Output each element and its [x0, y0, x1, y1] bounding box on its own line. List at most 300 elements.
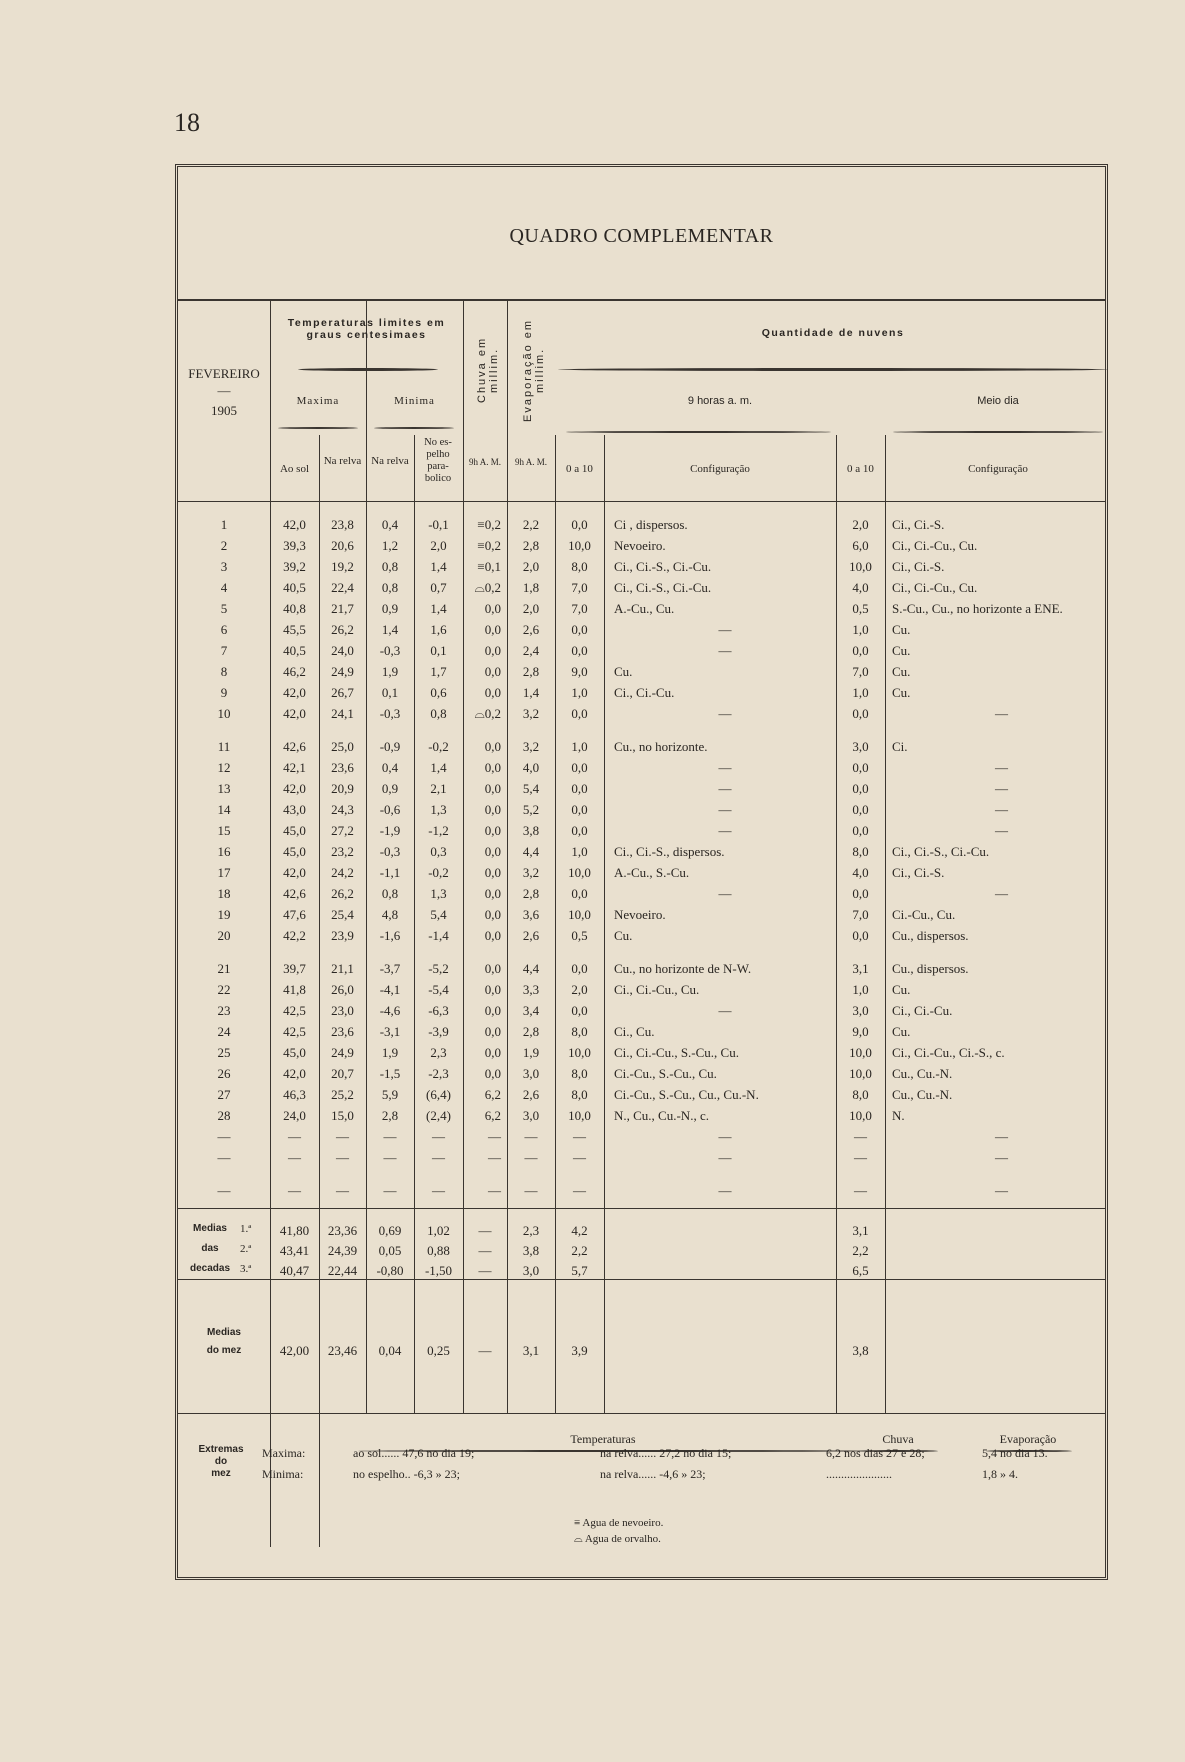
cell-na-relva-min: 0,4 — [381, 517, 399, 532]
medias-decadas-label: decadas — [189, 1263, 231, 1274]
cell-nuvens-9h: 0,0 — [571, 781, 588, 796]
cell-chuva: 0,0 — [484, 601, 501, 616]
cell-na-relva-min: -0,3 — [379, 643, 401, 658]
cell-nuvens-meio-dia: 0,0 — [852, 823, 869, 838]
cell-chuva: 0,0 — [484, 685, 501, 700]
cell-evaporacao: 3,3 — [522, 982, 540, 997]
cell-config-meio-dia: Ci., Ci.-Cu., Ci.-S., c. — [892, 1045, 1005, 1060]
cell-chuva: 0,0 — [484, 823, 501, 838]
cell-espelho: 5,4 — [430, 907, 447, 922]
decada-nuvens-meio-dia: 3,1 — [852, 1223, 869, 1238]
decada-na-relva-max: 22,44 — [327, 1263, 358, 1278]
cell-ao-sol: 42,0 — [283, 685, 306, 700]
cell-na-relva-max: 20,6 — [331, 538, 354, 553]
mez-chuva: — — [478, 1343, 492, 1358]
cell-config-9h: Cu., no horizonte. — [614, 739, 708, 754]
cell-na-relva-max: 24,9 — [331, 664, 354, 679]
cell-config-9h: — — [718, 802, 732, 817]
na-relva-max-header: Na relva — [323, 455, 362, 467]
mez-evaporacao: 3,1 — [522, 1343, 540, 1358]
decada-decada: 1.ª — [240, 1223, 252, 1235]
extremas-maxima-label: Maxima: — [262, 1446, 306, 1460]
cell-nuvens-9h: 10,0 — [568, 865, 591, 880]
cell-chuva: 0,0 — [484, 781, 501, 796]
header-swash — [374, 427, 454, 429]
cell-day: — — [217, 1129, 231, 1144]
cell-ao-sol: 42,0 — [283, 865, 306, 880]
cell-espelho: (6,4) — [426, 1087, 451, 1102]
decada-ao-sol: 40,47 — [279, 1263, 310, 1278]
cell-espelho: — — [432, 1129, 445, 1144]
cell-nuvens-meio-dia: 6,0 — [852, 538, 869, 553]
cell-config-meio-dia: — — [995, 1129, 1008, 1144]
cell-evaporacao: 3,4 — [522, 1003, 540, 1018]
cell-nuvens-9h: — — [573, 1129, 586, 1144]
decada-evaporacao: 3,0 — [522, 1263, 540, 1278]
cell-config-9h: A.-Cu., Cu. — [614, 601, 675, 616]
cell-chuva: 0,0 — [484, 1045, 501, 1060]
cell-config-meio-dia: N. — [892, 1108, 905, 1123]
cell-nuvens-meio-dia: 0,0 — [852, 886, 869, 901]
minima-header: Minima — [394, 395, 435, 407]
cell-day: 22 — [217, 982, 231, 997]
cell-config-meio-dia: — — [995, 1150, 1008, 1165]
cell-day: — — [217, 1183, 231, 1198]
cell-chuva: ≡0,2 — [477, 538, 501, 553]
cell-nuvens-9h: 10,0 — [568, 1045, 591, 1060]
cell-nuvens-9h: 10,0 — [568, 907, 591, 922]
cell-config-9h: Ci.-Cu., S.-Cu., Cu., Cu.-N. — [614, 1087, 759, 1102]
cell-nuvens-9h: 1,0 — [571, 844, 588, 859]
decada-chuva: — — [478, 1263, 492, 1278]
cell-config-9h: — — [718, 760, 732, 775]
cell-nuvens-9h: 10,0 — [568, 538, 591, 553]
cell-config-meio-dia: — — [995, 886, 1008, 901]
decada-espelho: 1,02 — [427, 1223, 450, 1238]
cell-na-relva-max: 23,6 — [331, 760, 354, 775]
cell-chuva: 0,0 — [484, 886, 501, 901]
cell-na-relva-min: 5,9 — [381, 1087, 399, 1102]
cell-config-meio-dia: Ci., Ci.-S. — [892, 865, 945, 880]
cell-config-meio-dia: Cu. — [892, 664, 911, 679]
cell-config-meio-dia: Ci., Ci.-S. — [892, 517, 945, 532]
cell-day: 7 — [220, 643, 228, 658]
cell-config-9h: Ci , dispersos. — [614, 517, 688, 532]
cell-nuvens-meio-dia: 8,0 — [852, 1087, 869, 1102]
oa10-header: 0 a 10 — [847, 463, 874, 475]
cell-nuvens-meio-dia: 0,0 — [852, 928, 869, 943]
cell-day: 16 — [217, 844, 231, 859]
cell-nuvens-meio-dia: 0,0 — [852, 760, 869, 775]
decada-evaporacao: 3,8 — [522, 1243, 540, 1258]
cell-evaporacao: 2,2 — [522, 517, 540, 532]
cell-na-relva-max: — — [336, 1129, 349, 1144]
medias-mez-label: Medias — [207, 1327, 241, 1338]
cell-evaporacao: 3,6 — [522, 907, 540, 922]
decada-espelho: -1,50 — [424, 1263, 453, 1278]
decada-na-relva-max: 23,36 — [327, 1223, 358, 1238]
extremas-chuva-header: Chuva — [882, 1432, 914, 1446]
cell-config-9h: Ci., Cu. — [614, 1024, 655, 1039]
cell-nuvens-9h: 1,0 — [571, 739, 588, 754]
header-swash — [298, 368, 438, 371]
cell-config-meio-dia: Cu., Cu.-N. — [892, 1087, 953, 1102]
cell-nuvens-9h: 7,0 — [571, 580, 588, 595]
cell-chuva: 0,0 — [484, 802, 501, 817]
cell-nuvens-9h: 0,0 — [571, 1003, 588, 1018]
cell-chuva: 0,0 — [484, 928, 501, 943]
decada-evaporacao: 2,3 — [522, 1223, 540, 1238]
cell-ao-sol: 42,6 — [283, 886, 306, 901]
cell-config-9h: Nevoeiro. — [614, 907, 666, 922]
decada-nuvens-9h: 2,2 — [571, 1243, 588, 1258]
cell-evaporacao: 4,4 — [522, 961, 540, 976]
cell-espelho: 2,0 — [430, 538, 447, 553]
cell-config-9h: — — [718, 1150, 732, 1165]
cell-na-relva-min: 0,1 — [381, 685, 399, 700]
cell-na-relva-min: 0,9 — [381, 781, 399, 796]
decada-nuvens-meio-dia: 2,2 — [852, 1243, 869, 1258]
col-rule — [885, 435, 886, 1413]
evap-hour-header: 9h A. M. — [514, 457, 547, 467]
cell-chuva: — — [488, 1150, 501, 1165]
cell-evaporacao: 2,8 — [522, 886, 540, 901]
cell-day: 19 — [217, 907, 231, 922]
cell-config-9h: Ci., Ci.-Cu., S.-Cu., Cu. — [614, 1045, 739, 1060]
maxima-header: Maxima — [296, 395, 340, 407]
cell-chuva: 0,0 — [484, 865, 501, 880]
cell-na-relva-min: -1,6 — [379, 928, 401, 943]
temperatures-header: Temperaturas limites em graus centesimaes — [287, 317, 446, 342]
cell-day: 11 — [217, 739, 231, 754]
cell-nuvens-meio-dia: 4,0 — [852, 865, 869, 880]
cell-config-9h: — — [718, 1003, 732, 1018]
cell-day: 3 — [220, 559, 228, 574]
cell-day: 6 — [220, 622, 228, 637]
legend-nevoeiro-text: Agua de nevoeiro. — [582, 1517, 664, 1529]
header-swash — [893, 431, 1103, 433]
cell-na-relva-max: 20,9 — [331, 781, 354, 796]
cell-espelho: 1,3 — [430, 886, 447, 901]
cell-na-relva-min: 0,8 — [381, 886, 399, 901]
cell-day: 25 — [217, 1045, 231, 1060]
cell-evaporacao: 1,9 — [522, 1045, 540, 1060]
cell-nuvens-meio-dia: — — [854, 1183, 867, 1198]
cell-na-relva-max: 25,4 — [331, 907, 354, 922]
cell-config-meio-dia: — — [995, 1183, 1008, 1198]
cell-nuvens-9h: 0,0 — [571, 760, 588, 775]
cell-config-9h: Ci., Ci.-S., Ci.-Cu. — [614, 580, 712, 595]
decadas-rule — [178, 1279, 1105, 1280]
cell-na-relva-max: 24,0 — [331, 643, 354, 658]
cell-na-relva-min: 1,2 — [381, 538, 399, 553]
cell-evaporacao: 2,0 — [522, 601, 540, 616]
extremas-label: mez — [211, 1468, 231, 1479]
cell-nuvens-9h: 10,0 — [568, 1108, 591, 1123]
meio-dia-header: Meio dia — [977, 395, 1019, 407]
cell-espelho: 2,3 — [430, 1045, 447, 1060]
extremas-min-relva: na relva...... -4,6 » 23; — [600, 1467, 706, 1481]
cell-na-relva-min: 2,8 — [381, 1108, 399, 1123]
cell-evaporacao: — — [524, 1150, 538, 1165]
table-title: QUADRO COMPLEMENTAR — [509, 225, 774, 247]
cell-nuvens-meio-dia: 9,0 — [852, 1024, 869, 1039]
medias-decadas-label: Medias — [193, 1223, 227, 1234]
cell-chuva: ≡0,2 — [477, 517, 501, 532]
cell-evaporacao: 3,2 — [522, 706, 540, 721]
cell-ao-sol: 45,0 — [283, 844, 306, 859]
chuva-hour-header: 9h A. M. — [468, 457, 501, 467]
cell-evaporacao: 2,6 — [522, 928, 540, 943]
cell-na-relva-max: 26,2 — [331, 886, 354, 901]
header-top-rule — [178, 299, 1105, 301]
cell-espelho: -0,2 — [428, 865, 449, 880]
cell-nuvens-meio-dia: 0,0 — [852, 706, 869, 721]
oa10-header: 0 a 10 — [566, 463, 593, 475]
cell-na-relva-max: 27,2 — [331, 823, 354, 838]
cell-nuvens-meio-dia: 10,0 — [849, 559, 872, 574]
cell-nuvens-meio-dia: 3,0 — [852, 739, 869, 754]
configuracao-header: Configuração — [968, 463, 1028, 475]
cell-espelho: 1,4 — [430, 760, 447, 775]
cell-espelho: 0,7 — [430, 580, 447, 595]
cell-na-relva-max: 21,7 — [331, 601, 354, 616]
na-relva-min-header: Na relva — [371, 455, 409, 467]
cell-nuvens-meio-dia: 0,5 — [852, 601, 869, 616]
cell-na-relva-min: -1,9 — [379, 823, 401, 838]
cell-day: 1 — [220, 517, 228, 532]
cell-espelho: 1,6 — [430, 622, 447, 637]
cell-config-meio-dia: Cu., dispersos. — [892, 961, 969, 976]
cell-evaporacao: 1,8 — [522, 580, 540, 595]
cell-evaporacao: 2,8 — [522, 1024, 540, 1039]
cell-na-relva-min: -1,5 — [379, 1066, 401, 1081]
cell-nuvens-9h: 8,0 — [571, 1087, 588, 1102]
cell-evaporacao: 5,2 — [522, 802, 540, 817]
cell-ao-sol: — — [288, 1129, 301, 1144]
cell-day: 23 — [217, 1003, 231, 1018]
cell-config-meio-dia: Cu., dispersos. — [892, 928, 969, 943]
cell-evaporacao: 4,0 — [522, 760, 540, 775]
cell-na-relva-min: — — [383, 1150, 397, 1165]
cell-nuvens-9h: 9,0 — [571, 664, 588, 679]
decada-decada: 3.ª — [240, 1263, 252, 1275]
cell-chuva: ⌓0,2 — [474, 580, 501, 595]
cell-na-relva-max: 23,0 — [331, 1003, 354, 1018]
cell-ao-sol: 42,0 — [283, 517, 306, 532]
cell-espelho: 0,3 — [430, 844, 447, 859]
cell-espelho: 1,3 — [430, 802, 447, 817]
cell-na-relva-min: — — [383, 1183, 397, 1198]
cell-na-relva-max: 23,8 — [331, 517, 354, 532]
cell-espelho: 1,7 — [430, 664, 447, 679]
cell-na-relva-max: — — [336, 1183, 349, 1198]
cell-na-relva-min: 1,9 — [381, 664, 399, 679]
cell-config-9h: — — [718, 706, 732, 721]
decada-espelho: 0,88 — [427, 1243, 450, 1258]
header-bottom-rule — [178, 501, 1105, 502]
cell-nuvens-meio-dia: 7,0 — [852, 907, 869, 922]
orvalho-symbol-icon: ⌓ — [574, 1533, 583, 1545]
cell-espelho: — — [432, 1183, 445, 1198]
cell-na-relva-min: 0,8 — [381, 559, 399, 574]
cell-nuvens-9h: 7,0 — [571, 601, 588, 616]
cell-day: 15 — [217, 823, 231, 838]
summary-top-rule — [178, 1208, 1105, 1209]
cell-nuvens-meio-dia: — — [854, 1150, 867, 1165]
decada-nuvens-9h: 5,7 — [571, 1263, 588, 1278]
cell-na-relva-max: 21,1 — [331, 961, 354, 976]
cell-ao-sol: 42,5 — [283, 1024, 306, 1039]
cell-nuvens-9h: 0,0 — [571, 802, 588, 817]
cell-espelho: -0,2 — [428, 739, 449, 754]
cell-ao-sol: 46,2 — [283, 664, 306, 679]
cell-day: 8 — [220, 664, 228, 679]
cell-evaporacao: 3,0 — [522, 1066, 540, 1081]
cell-nuvens-meio-dia: 8,0 — [852, 844, 869, 859]
cell-chuva: 0,0 — [484, 907, 501, 922]
cell-day: 17 — [217, 865, 231, 880]
cell-nuvens-meio-dia: 10,0 — [849, 1108, 872, 1123]
cell-nuvens-9h: 0,0 — [571, 643, 588, 658]
legend-nevoeiro — [574, 1517, 663, 1529]
extremas-max-chuva: 6,2 nos dias 27 e 28; — [826, 1446, 925, 1460]
cell-day: 24 — [217, 1024, 231, 1039]
cell-config-meio-dia: Ci. — [892, 739, 908, 754]
cell-day: 14 — [217, 802, 231, 817]
cell-nuvens-9h: 2,0 — [571, 982, 588, 997]
cell-ao-sol: 43,0 — [283, 802, 306, 817]
cell-na-relva-max: 24,9 — [331, 1045, 354, 1060]
cell-na-relva-min: 1,4 — [381, 622, 399, 637]
cell-nuvens-9h: 0,0 — [571, 823, 588, 838]
cell-chuva: 0,0 — [484, 643, 501, 658]
configuracao-header: Configuração — [690, 463, 750, 475]
cell-day: 18 — [217, 886, 231, 901]
cell-config-meio-dia: Cu. — [892, 1024, 911, 1039]
cell-config-meio-dia: Cu. — [892, 982, 911, 997]
cell-config-9h: — — [718, 823, 732, 838]
cell-ao-sol: 42,0 — [283, 706, 306, 721]
decada-na-relva-min: -0,80 — [376, 1263, 404, 1278]
chuva-header: Chuva em millim. — [476, 336, 500, 404]
cell-na-relva-max: — — [336, 1150, 349, 1165]
cell-ao-sol: 40,5 — [283, 580, 306, 595]
stub-year: 1905 — [211, 403, 237, 418]
cell-config-9h: — — [718, 1183, 732, 1198]
cell-day: 13 — [217, 781, 231, 796]
cell-day: 9 — [220, 685, 228, 700]
cell-ao-sol: — — [288, 1183, 301, 1198]
cell-na-relva-min: 0,8 — [381, 580, 399, 595]
cell-na-relva-min: -4,6 — [379, 1003, 401, 1018]
legend-orvalho — [574, 1533, 661, 1546]
cell-espelho: -2,3 — [428, 1066, 449, 1081]
page-number: 18 — [174, 108, 200, 137]
table-frame — [175, 164, 1108, 1580]
cell-chuva: ≡0,1 — [477, 559, 501, 574]
cell-evaporacao: — — [524, 1129, 538, 1144]
cell-nuvens-meio-dia: 3,1 — [852, 961, 869, 976]
medias-decadas-label: das — [201, 1243, 219, 1254]
decada-na-relva-min: 0,05 — [378, 1243, 402, 1258]
extremas-max-evap: 5,4 no dia 13. — [982, 1446, 1048, 1460]
cell-day: 2 — [220, 538, 228, 553]
cell-espelho: 1,4 — [430, 601, 447, 616]
cell-na-relva-max: 26,0 — [331, 982, 354, 997]
cell-ao-sol: 42,2 — [283, 928, 306, 943]
cell-chuva: 6,2 — [484, 1108, 501, 1123]
cell-nuvens-meio-dia: 10,0 — [849, 1066, 872, 1081]
cell-nuvens-meio-dia: 3,0 — [852, 1003, 869, 1018]
cell-config-9h: — — [718, 781, 732, 796]
cell-ao-sol: 40,8 — [283, 601, 306, 616]
decada-nuvens-meio-dia: 6,5 — [852, 1263, 869, 1278]
cell-ao-sol: 47,6 — [283, 907, 306, 922]
summary-bottom-rule — [178, 1413, 1105, 1414]
cell-config-9h: — — [718, 886, 732, 901]
cell-ao-sol: 46,3 — [283, 1087, 306, 1102]
header-swash — [278, 427, 358, 429]
cell-nuvens-9h: 0,0 — [571, 706, 588, 721]
cell-chuva: 6,2 — [484, 1087, 501, 1102]
cell-config-9h: Ci., Ci.-S., Ci.-Cu. — [614, 559, 712, 574]
cell-ao-sol: 40,5 — [283, 643, 306, 658]
decada-chuva: — — [478, 1243, 492, 1258]
cell-nuvens-9h: 0,0 — [571, 517, 588, 532]
cell-config-9h: Cu. — [614, 928, 633, 943]
mez-ao-sol: 42,00 — [279, 1343, 310, 1358]
cell-evaporacao: 2,4 — [522, 643, 540, 658]
decada-na-relva-min: 0,69 — [378, 1223, 402, 1238]
cell-nuvens-9h: 0,0 — [571, 886, 588, 901]
cell-evaporacao: 5,4 — [522, 781, 540, 796]
cell-nuvens-meio-dia: — — [854, 1129, 867, 1144]
cell-na-relva-max: 20,7 — [331, 1066, 354, 1081]
cell-config-9h: Ci.-Cu., S.-Cu., Cu. — [614, 1066, 717, 1081]
header-swash — [566, 431, 831, 433]
cell-na-relva-min: 0,4 — [381, 760, 399, 775]
cell-day: 4 — [220, 580, 228, 595]
mez-nuvens-meio-dia: 3,8 — [852, 1343, 869, 1358]
legend-orvalho-text: Agua de orvalho. — [584, 1533, 661, 1545]
cell-config-meio-dia: S.-Cu., Cu., no horizonte a ENE. — [892, 601, 1063, 616]
cell-na-relva-max: 23,6 — [331, 1024, 354, 1039]
cell-config-9h: — — [718, 622, 732, 637]
cell-evaporacao: — — [524, 1183, 538, 1198]
col-rule — [270, 301, 271, 1547]
cell-espelho: -0,1 — [428, 517, 449, 532]
cell-na-relva-min: -1,1 — [379, 865, 401, 880]
cell-config-meio-dia: — — [995, 802, 1008, 817]
cell-espelho: 1,4 — [430, 559, 447, 574]
cell-config-meio-dia: Ci., Ci.-Cu. — [892, 1003, 953, 1018]
cell-na-relva-min: -0,6 — [379, 802, 401, 817]
cell-ao-sol: 42,6 — [283, 739, 306, 754]
cell-ao-sol: 45,5 — [283, 622, 306, 637]
cell-chuva: 0,0 — [484, 622, 501, 637]
cell-nuvens-meio-dia: 1,0 — [852, 622, 869, 637]
cell-config-meio-dia: — — [995, 706, 1008, 721]
cell-nuvens-9h: 8,0 — [571, 1024, 588, 1039]
cell-nuvens-meio-dia: 1,0 — [852, 685, 869, 700]
cell-nuvens-9h: — — [573, 1150, 586, 1165]
cell-day: 20 — [217, 928, 231, 943]
cell-nuvens-meio-dia: 7,0 — [852, 664, 869, 679]
cell-na-relva-min: -0,9 — [379, 739, 401, 754]
cell-ao-sol: 39,7 — [283, 961, 306, 976]
decada-decada: 2.ª — [240, 1243, 252, 1255]
